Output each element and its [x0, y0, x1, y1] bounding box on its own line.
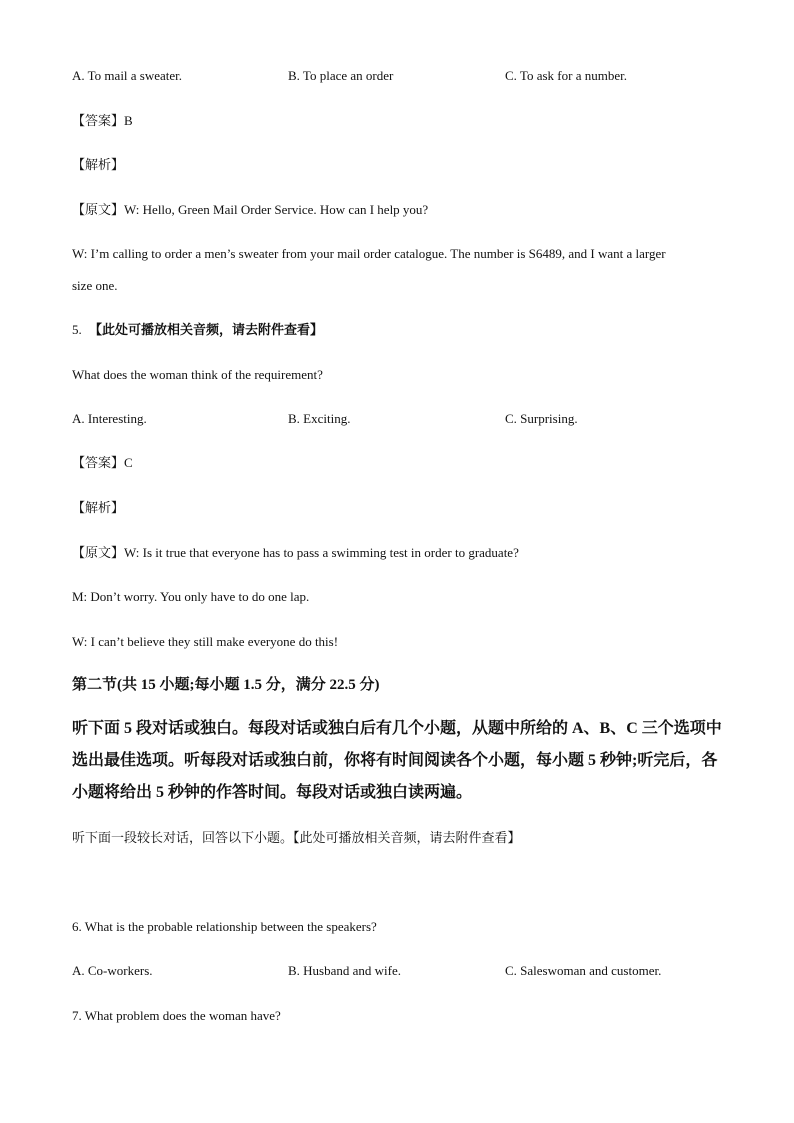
q5-original-line-3: W: I can’t believe they still make everyone do this! [72, 634, 339, 649]
original-label: 【原文】 [72, 545, 125, 560]
dialogue-intro: 听下面一段较长对话，回答以下小题。【此处可播放相关音频，请去附件查看】 [72, 830, 521, 845]
q5-answer-row [72, 454, 133, 472]
q5-question: What does the woman think of the requirement? [72, 367, 323, 382]
answer-value: C [124, 455, 133, 470]
q6-question: 6. What is the probable relationship between the speakers? [72, 919, 377, 934]
q4-option-a: A. To mail a sweater. [72, 68, 183, 83]
q4-analysis-label: 【解析】 [72, 157, 125, 172]
q7-question: 7. What problem does the woman have? [72, 1008, 281, 1023]
q5-number: 5. [72, 322, 82, 337]
original-text: W: Hello, Green Mail Order Service. How can I help you? [124, 202, 429, 217]
q5-original-line-1 [72, 544, 519, 562]
q4-answer-row [72, 112, 133, 130]
instructions-line-3: 小题将给出 5 秒钟的作答时间。每段对话或独白读两遍。 [72, 784, 473, 801]
q5-option-c: C. Surprising. [505, 411, 578, 426]
q5-audio-note: 【此处可播放相关音频，请去附件查看】 [89, 322, 324, 337]
q5-analysis-label: 【解析】 [72, 500, 125, 515]
original-text: W: Is it true that everyone has to pass a swimming test in order to graduate? [124, 545, 519, 560]
section-heading: 第二节(共 15 小题;每小题 1.5 分，满分 22.5 分) [72, 677, 380, 693]
q6-option-b: B. Husband and wife. [288, 963, 402, 978]
q4-option-c: C. To ask for a number. [505, 68, 627, 83]
q5-header [72, 321, 323, 339]
q5-option-b: B. Exciting. [288, 411, 351, 426]
q6-option-c: C. Saleswoman and customer. [505, 963, 662, 978]
q5-original-line-2: M: Don’t worry. You only have to do one lap. [72, 589, 310, 604]
instructions-line-1: 听下面 5 段对话或独白。每段对话或独白后有几个小题，从题中所给的 A、B、C 三个选项中 [72, 720, 722, 737]
answer-value: B [124, 113, 133, 128]
q4-original-line-2: W: I’m calling to order a men’s sweater from your mail order catalogue. The number is S6489, and I want a larger [72, 246, 666, 261]
answer-label: 【答案】 [72, 113, 125, 128]
instructions-line-2: 选出最佳选项。听每段对话或独白前，你将有时间阅读各个小题，每小题 5 秒钟;听完后，各 [72, 752, 718, 769]
q6-option-a: A. Co-workers. [72, 963, 153, 978]
q4-option-b: B. To place an order [288, 68, 394, 83]
answer-label: 【答案】 [72, 455, 125, 470]
original-label: 【原文】 [72, 202, 125, 217]
q4-original-line-3: size one. [72, 278, 118, 293]
q4-original-line-1 [72, 201, 428, 219]
q5-option-a: A. Interesting. [72, 411, 147, 426]
